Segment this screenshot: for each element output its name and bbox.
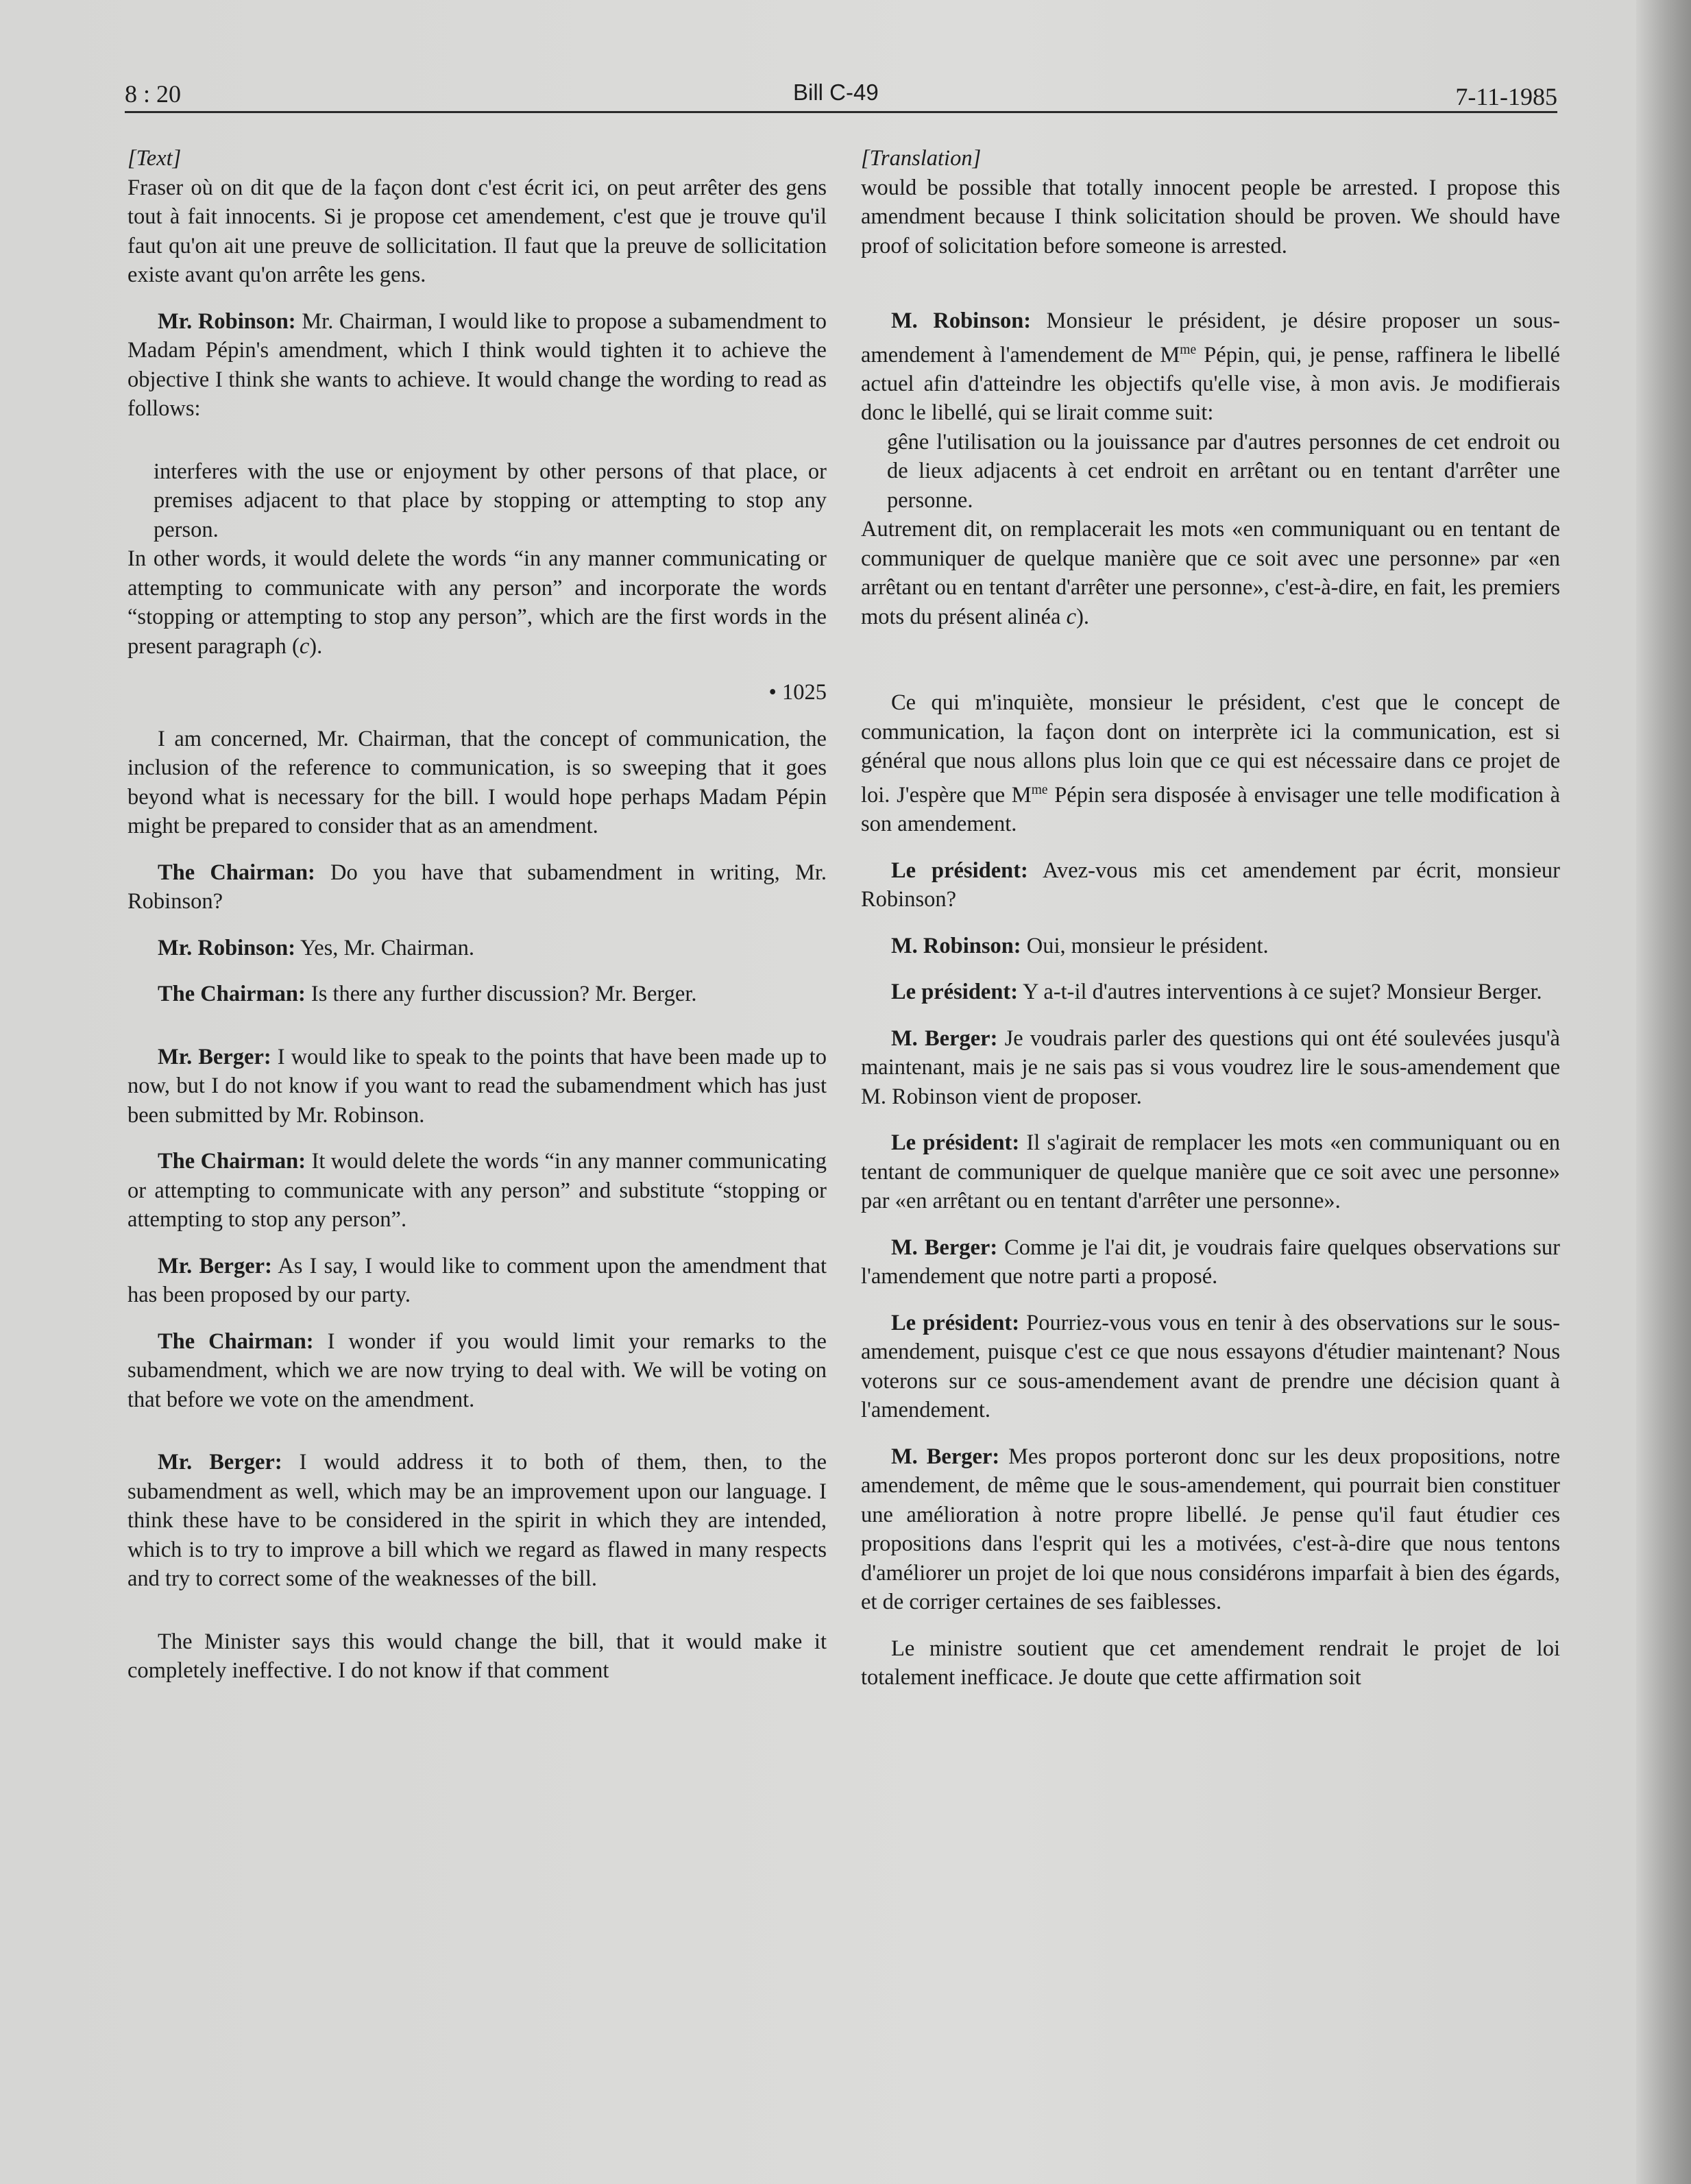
paragraph: The Chairman: Is there any further discussion? Mr. Berger.	[158, 982, 697, 1006]
paragraph: M. Berger: Mes propos porteront donc sur les deux propositions, notre amendement, de même que le sous-amendement, qui pourrait bien constituer une amélioration à notre propre libellé. Je pense qu'il faut étudier ces propositions dans l'esprit qui les a motivées, c'est-à-dire que nous tentons d'améliorer un projet de loi que nous considérons imparfait à bien des égards, et de corriger certaines de ses faiblesses.	[861, 1444, 1560, 1615]
english-column	[127, 144, 827, 1703]
paragraph: The Chairman: It would delete the words “in any manner communicating or attempting to communicate with any person” and substitute “stopping or attempting to stop any person”.	[127, 1149, 827, 1232]
paragraph: M. Berger: Comme je l'ai dit, je voudrais faire quelques observations sur l'amendement que notre parti a proposé.	[861, 1235, 1560, 1289]
quoted-text: gêne l'utilisation ou la jouissance par d'autres personnes de cet endroit ou de lieux adjacents à cet endroit en arrêtant ou en tentant d'arrêter une personne.	[887, 429, 1560, 513]
paragraph: would be possible that totally innocent people be arrested. I propose this amendment because I think solicitation should be proven. We should have proof of solicitation before someone is arrested.	[861, 175, 1560, 258]
page-edge-shadow	[1636, 0, 1691, 2184]
speaker: The Chairman:	[158, 860, 315, 885]
page-number: 8 : 20	[125, 80, 182, 108]
paragraph: I am concerned, Mr. Chairman, that the concept of communication, the inclusion of the reference to communication, is so sweeping that it goes beyond what is necessary for the bill. I would hope perhaps Madam Pépin might be prepared to consider that as an amendment.	[127, 726, 827, 838]
speaker: M. Berger:	[891, 1444, 1000, 1469]
french-column	[861, 144, 1560, 1710]
paragraph: Mr. Berger: I would address it to both of them, then, to the subamendment as well, which may be an improvement upon our language. I think these have to be considered in the spirit in which they are intended, which is to try to improve a bill which we regard as flawed in many respects and try to correct some of the weaknesses of the bill.	[127, 1450, 827, 1591]
page-header	[125, 74, 1557, 115]
speaker: The Chairman:	[158, 1149, 306, 1174]
paragraph: Mr. Berger: As I say, I would like to comment upon the amendment that has been proposed by our party.	[127, 1253, 827, 1307]
speaker: M. Berger:	[891, 1235, 998, 1260]
header-rule	[125, 111, 1557, 113]
speaker: The Chairman:	[158, 1328, 314, 1354]
speaker: Mr. Robinson:	[158, 308, 296, 334]
speaker: Mr. Berger:	[158, 1044, 271, 1069]
speaker: Le président:	[891, 1310, 1020, 1335]
speaker: M. Berger:	[891, 1026, 998, 1051]
paragraph: Le président: Pourriez-vous vous en tenir à des observations sur le sous-amendement, puisque c'est ce que nous essayons d'étudier maintenant? Nous voterons sur ce sous-amendement avant de prendre une décision quant à l'amendement.	[861, 1310, 1560, 1423]
bill-title: Bill C-49	[793, 80, 879, 105]
speaker: Le président:	[891, 858, 1028, 883]
speaker: Mr. Robinson:	[158, 935, 296, 960]
text-label: [Text]	[127, 146, 182, 171]
speaker: Le président:	[891, 1130, 1020, 1156]
paragraph: Mr. Robinson: Yes, Mr. Chairman.	[158, 935, 474, 960]
time-stamp: • 1025	[768, 680, 827, 705]
paragraph: The Chairman: Do you have that subamendment in writing, Mr. Robinson?	[127, 860, 827, 914]
paragraph: M. Robinson: Oui, monsieur le président.	[891, 933, 1269, 958]
paragraph: The Minister says this would change the bill, that it would make it completely ineffective. I do not know if that comment	[127, 1629, 827, 1683]
paragraph: Le président: Il s'agirait de remplacer les mots «en communiquant ou en tentant de communiquer de quelque manière que ce soit avec une personne» par «en arrêtant ou en tentant d'arrêter une personne».	[861, 1130, 1560, 1214]
paragraph: Le président: Y a-t-il d'autres interventions à ce sujet? Monsieur Berger.	[891, 980, 1542, 1005]
paragraph: In other words, it would delete the words “in any manner communicating or attempting to communicate with any person” and incorporate the words “stopping or attempting to stop any person”, which are the first words in the present paragraph (c).	[127, 546, 827, 659]
speaker: M. Robinson:	[891, 933, 1021, 958]
translation-label: [Translation]	[861, 146, 982, 171]
paragraph: Ce qui m'inquiète, monsieur le président, c'est que le concept de communication, la façon dont on interprète ici la communication, est si général que nous allons plus loin que ce qui est nécessaire dans ce projet de loi. J'espère que $M^{me}$ Pépin sera disposée à envisager une telle modification à son amendement.	[861, 690, 1560, 837]
paragraph: Mr. Berger: I would like to speak to the points that have been made up to now, but I do not know if you want to read the subamendment which has just been submitted by Mr. Robinson.	[127, 1044, 827, 1128]
paragraph: Le ministre soutient que cet amendement rendrait le projet de loi totalement inefficace. Je doute que cette affirmation soit	[861, 1636, 1560, 1690]
paragraph: The Chairman: I wonder if you would limit your remarks to the subamendment, which we are now trying to deal with. We will be voting on that before we vote on the amendment.	[127, 1328, 827, 1412]
speaker: M. Robinson:	[891, 308, 1032, 333]
speaker: Mr. Berger:	[158, 1450, 282, 1475]
speaker: The Chairman:	[158, 982, 306, 1006]
paragraph: Le président: Avez-vous mis cet amendement par écrit, monsieur Robinson?	[861, 858, 1560, 912]
quoted-text: interferes with the use or enjoyment by other persons of that place, or premises adjacent to that place by stopping or attempting to stop any person.	[154, 459, 827, 542]
paragraph: M. Berger: Je voudrais parler des questions qui ont été soulevées jusqu'à maintenant, mais je ne sais pas si vous voudrez lire le sous-amendement que M. Robinson vient de proposer.	[861, 1026, 1560, 1109]
paragraph: Fraser où on dit que de la façon dont c'est écrit ici, on peut arrêter des gens tout à fait innocents. Si je propose cet amendement, c'est que je trouve qu'il faut qu'on ait une preuve de sollicitation. Il faut que la preuve de sollicitation existe avant qu'on arrête les gens.	[127, 175, 827, 287]
header-date: 7-11-1985	[1455, 83, 1557, 110]
speaker: Mr. Berger:	[158, 1253, 272, 1278]
paragraph: Mr. Robinson: Mr. Chairman, I would like to propose a subamendment to Madam Pépin's amendment, which I think would tighten it to achieve the objective I think she wants to achieve. It would change the wording to read as follows:	[127, 308, 827, 421]
paragraph: Autrement dit, on remplacerait les mots «en communiquant ou en tentant de communiquer de quelque manière que ce soit avec une personne» par «en arrêtant ou en tentant d'arrêter une personne», c'est-à-dire, en fait, les premiers mots du présent alinéa c).	[861, 517, 1560, 629]
paragraph: M. Robinson: Monsieur le président, je désire proposer un sous-amendement à l'amendement de $M^{me}$ Pépin, qui, je pense, raffinera le libellé actuel afin d'atteindre les objectifs qu'elle vise, à mon avis. Je modifierais donc le libellé, qui se lirait comme suit:	[861, 308, 1560, 426]
speaker: Le président:	[891, 980, 1019, 1005]
